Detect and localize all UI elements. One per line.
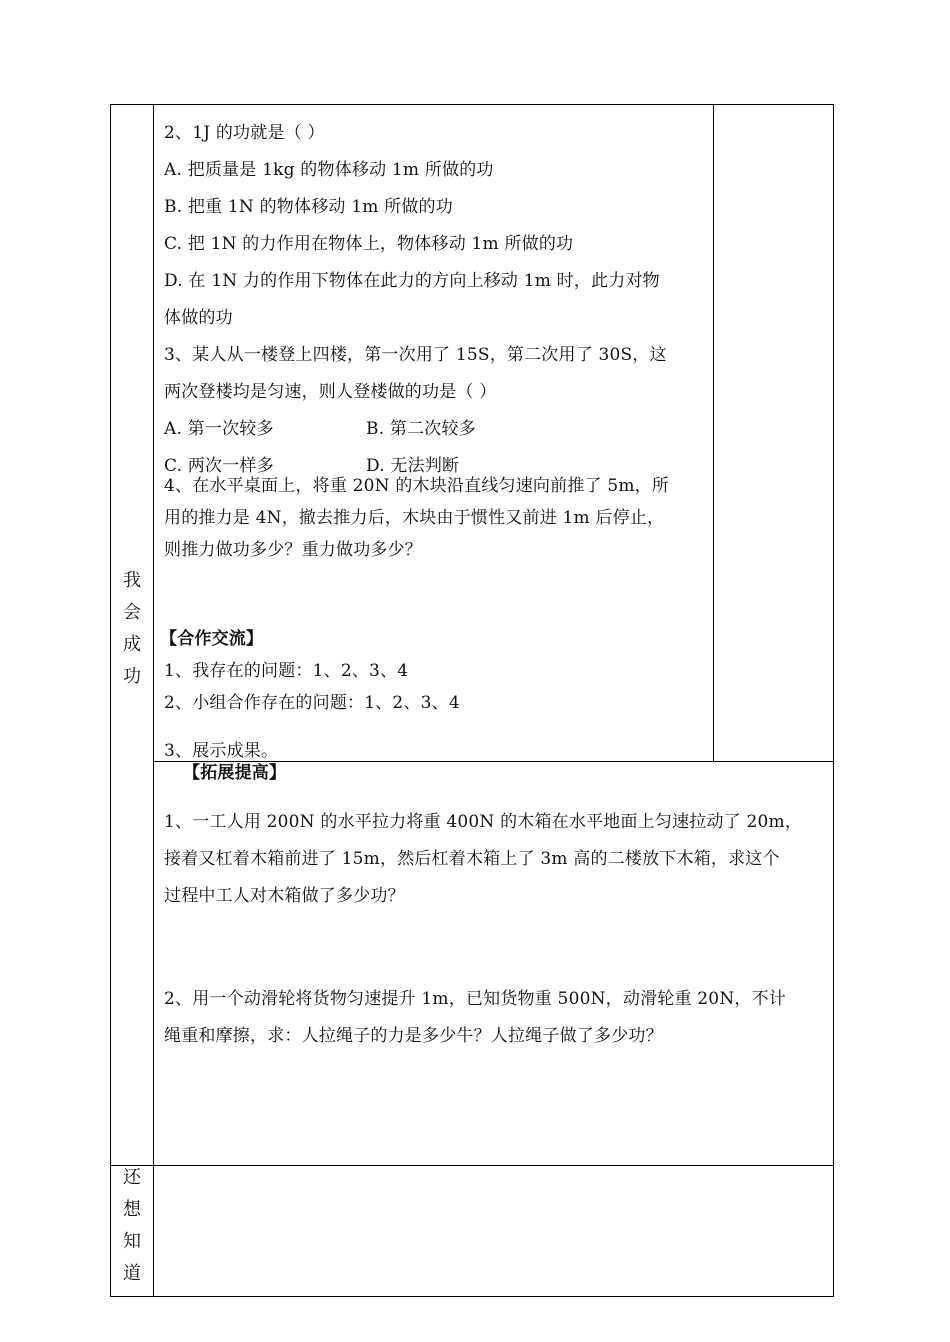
cooperate-item-2: 2、小组合作存在的问题：1、2、3、4 bbox=[164, 693, 460, 713]
label-column-divider bbox=[153, 104, 154, 1297]
row-divider-extend bbox=[153, 761, 834, 762]
table-left-border bbox=[110, 104, 111, 1297]
extend-q1-line-3: 过程中工人对木箱做了多少功？ bbox=[164, 886, 405, 906]
side-char: 道 bbox=[123, 1263, 141, 1284]
side-label-wohuichenggong bbox=[112, 565, 152, 693]
question-3-option-b: B. 第二次较多 bbox=[366, 419, 476, 439]
question-4-line-3: 则推力做功多少？重力做功多少？ bbox=[164, 540, 422, 560]
question-2-option-d-cont: 体做的功 bbox=[164, 308, 233, 328]
extend-q2-line-1: 2、用一个动滑轮将货物匀速提升 1m，已知货物重 500N，动滑轮重 20N，不计 bbox=[164, 989, 786, 1009]
side-char: 我 bbox=[123, 570, 141, 591]
question-4-line-2: 用的推力是 4N，撤去推力后，木块由于惯性又前进 1m 后停止， bbox=[164, 508, 665, 528]
side-char: 成 bbox=[123, 634, 141, 655]
side-label-haixiangzhidao bbox=[112, 1162, 152, 1290]
question-3-stem-cont: 两次登楼均是匀速，则人登楼做的功是（ ） bbox=[164, 382, 497, 402]
question-2-option-a: A. 把质量是 1kg 的物体移动 1m 所做的功 bbox=[164, 160, 494, 180]
side-char: 想 bbox=[123, 1199, 141, 1220]
question-4-line-1: 4、在水平桌面上，将重 20N 的木块沿直线匀速向前推了 5m，所 bbox=[164, 476, 670, 496]
question-3-option-c: C. 两次一样多 bbox=[164, 456, 274, 476]
side-char: 知 bbox=[123, 1231, 141, 1252]
question-3-stem: 3、某人从一楼登上四楼，第一次用了 15S，第二次用了 30S，这 bbox=[164, 345, 667, 365]
side-char: 会 bbox=[123, 602, 141, 623]
notes-column-divider bbox=[713, 104, 714, 762]
row-divider-bottom-section bbox=[110, 1165, 834, 1166]
extend-q1-line-2: 接着又杠着木箱前进了 15m，然后杠着木箱上了 3m 高的二楼放下木箱，求这个 bbox=[164, 849, 780, 869]
cooperate-item-3: 3、展示成果。 bbox=[164, 741, 279, 761]
side-char: 功 bbox=[123, 666, 141, 687]
cooperate-heading: 【合作交流】 bbox=[160, 629, 264, 649]
question-3-option-a: A. 第一次较多 bbox=[164, 419, 274, 439]
extend-q1-line-1: 1、一工人用 200N 的水平拉力将重 400N 的木箱在水平地面上匀速拉动了 20m， bbox=[164, 812, 803, 832]
table-bottom-border bbox=[110, 1296, 834, 1297]
question-2-option-b: B. 把重 1N 的物体移动 1m 所做的功 bbox=[164, 197, 453, 217]
cooperate-item-1: 1、我存在的问题：1、2、3、4 bbox=[164, 661, 409, 681]
question-2-option-d: D. 在 1N 力的作用下物体在此力的方向上移动 1m 时，此力对物 bbox=[164, 271, 660, 291]
question-2-option-c: C. 把 1N 的力作用在物体上，物体移动 1m 所做的功 bbox=[164, 234, 574, 254]
question-2-stem: 2、1J 的功就是（ ） bbox=[164, 123, 325, 143]
extend-heading: 【拓展提高】 bbox=[183, 763, 287, 783]
question-3-option-d: D. 无法判断 bbox=[366, 456, 460, 476]
side-char: 还 bbox=[123, 1167, 141, 1188]
extend-q2-line-2: 绳重和摩擦，求：人拉绳子的力是多少牛？人拉绳子做了多少功？ bbox=[164, 1026, 663, 1046]
table-right-border bbox=[833, 104, 834, 1297]
table-top-border bbox=[110, 104, 834, 105]
